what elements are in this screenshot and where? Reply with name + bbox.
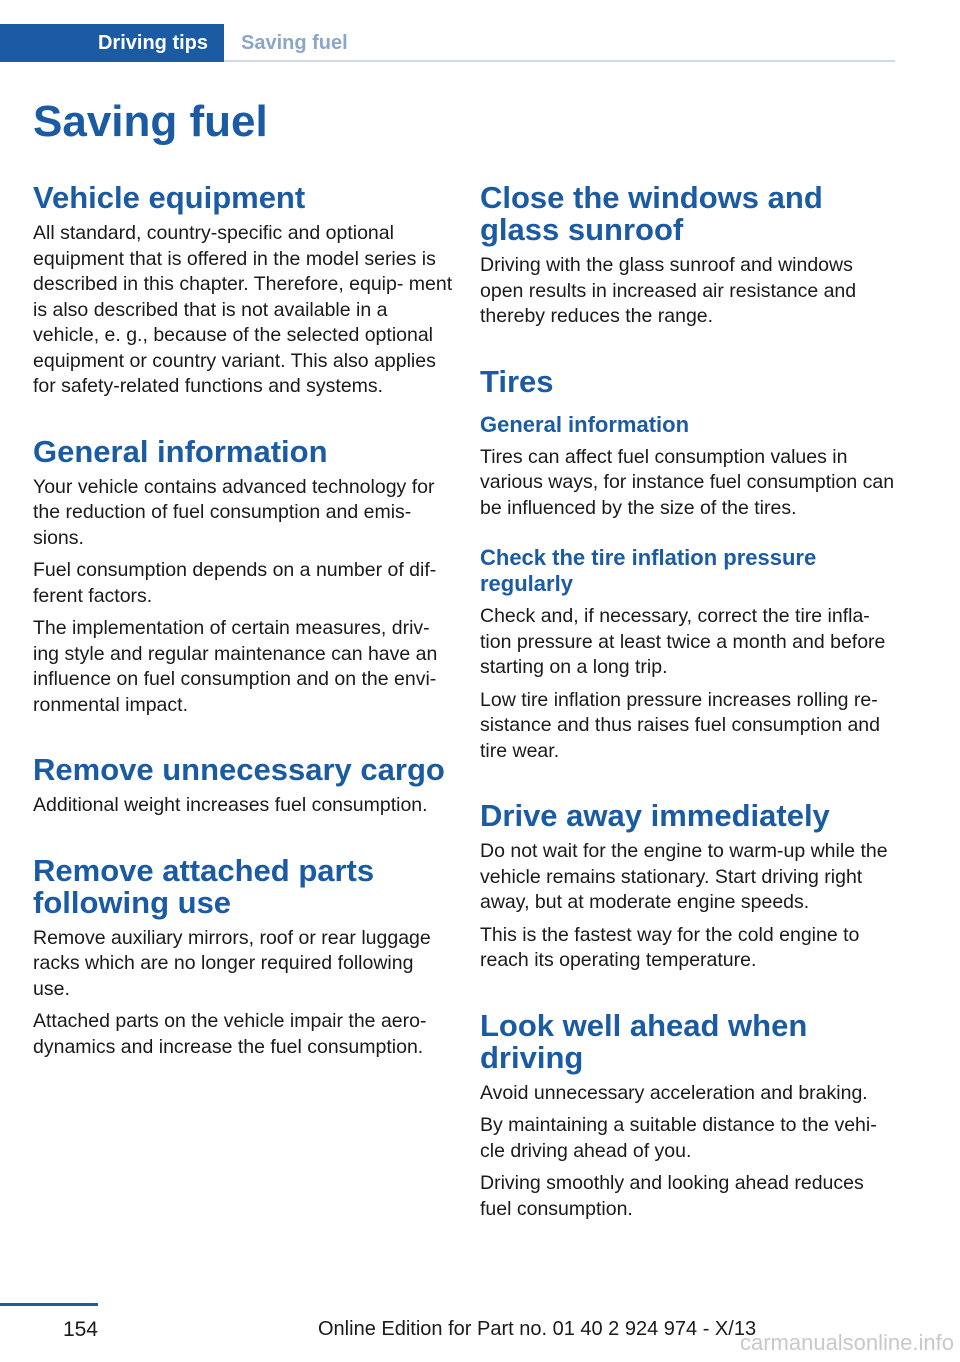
remove-parts-p2: Attached parts on the vehicle impair the aero- dynamics and increase the fuel consumption. [33,1010,427,1058]
heading-look-ahead: Look well ahead when driving [480,1007,808,1075]
heading-tires-general: General information [480,411,690,437]
heading-tires: Tires [480,363,554,399]
right-column [480,182,898,1222]
look-ahead-p3: Driving smoothly and looking ahead reduces fuel consumption. [480,1172,864,1220]
general-information-p3: The implementation of certain measures, driv- ing style and regular maintenance can have an influence on fuel consumption and on the envi- ronmental impact. [33,617,438,716]
look-ahead-p1: Avoid unnecessary acceleration and braking. [480,1081,868,1104]
heading-general-information: General information [33,433,328,469]
drive-away-p1: Do not wait for the engine to warm-up while the vehicle remains stationary. Start driving right away, but at moderate engine speeds. [480,840,888,913]
section-tab[interactable]: Saving fuel [241,31,348,54]
general-information-p2: Fuel consumption depends on a number of dif- ferent factors. [33,559,437,607]
look-ahead-p2: By maintaining a suitable distance to the vehi- cle driving ahead of you. [480,1114,877,1162]
heading-remove-cargo: Remove unnecessary cargo [33,752,445,787]
drive-away-p2: This is the fastest way for the cold engine to reach its operating temperature. [480,923,860,971]
edition-text: Online Edition for Part no. 01 40 2 924 974 - X/13 [318,1318,757,1340]
check-pressure-p1: Check and, if necessary, correct the tire infla- tion pressure at least twice a month and before starting on a long trip. [480,605,886,678]
heading-remove-parts: Remove attached parts following use [33,852,375,920]
heading-drive-away: Drive away immediately [480,798,830,833]
remove-parts-p1: Remove auxiliary mirrors, roof or rear luggage racks which are no longer required following use. [33,926,431,1000]
remove-cargo-text: Additional weight increases fuel consumption. [33,794,428,816]
heading-check-pressure: Check the tire inflation pressure regularly [480,545,817,596]
tires-general-text: Tires can affect fuel consumption values in various ways, for instance fuel consumption can be influenced by the size of the tires. [480,445,895,519]
general-information-p1: Your vehicle contains advanced technology for the reduction of fuel consumption and emis- sions. [33,475,435,549]
close-windows-text: Driving with the glass sunroof and windows open results in increased air resistance and thereby reduces the range. [480,254,857,327]
footer-divider [0,1303,98,1306]
heading-vehicle-equipment: Vehicle equipment [33,180,306,215]
vehicle-equipment-text: All standard, country-specific and optional equipment that is offered in the model series is described in this chapter. Therefore, equip- ment is also described that is not available in a vehicle, e. g., because of the selected optional equipment or country variant. This also applies for safety-related functions and systems. [33,222,453,397]
watermark: carmanualsonline.info [739,1330,954,1355]
page-number: 154 [62,1318,98,1341]
chapter-tab[interactable]: Driving tips [0,24,224,62]
left-column [33,182,453,1060]
check-pressure-p2: Low tire inflation pressure increases rolling re- sistance and thus raises fuel consumption and tire wear. [480,688,880,762]
page-header [0,24,895,62]
page-title: Saving fuel [33,97,268,146]
heading-close-windows: Close the windows and glass sunroof [480,180,823,247]
